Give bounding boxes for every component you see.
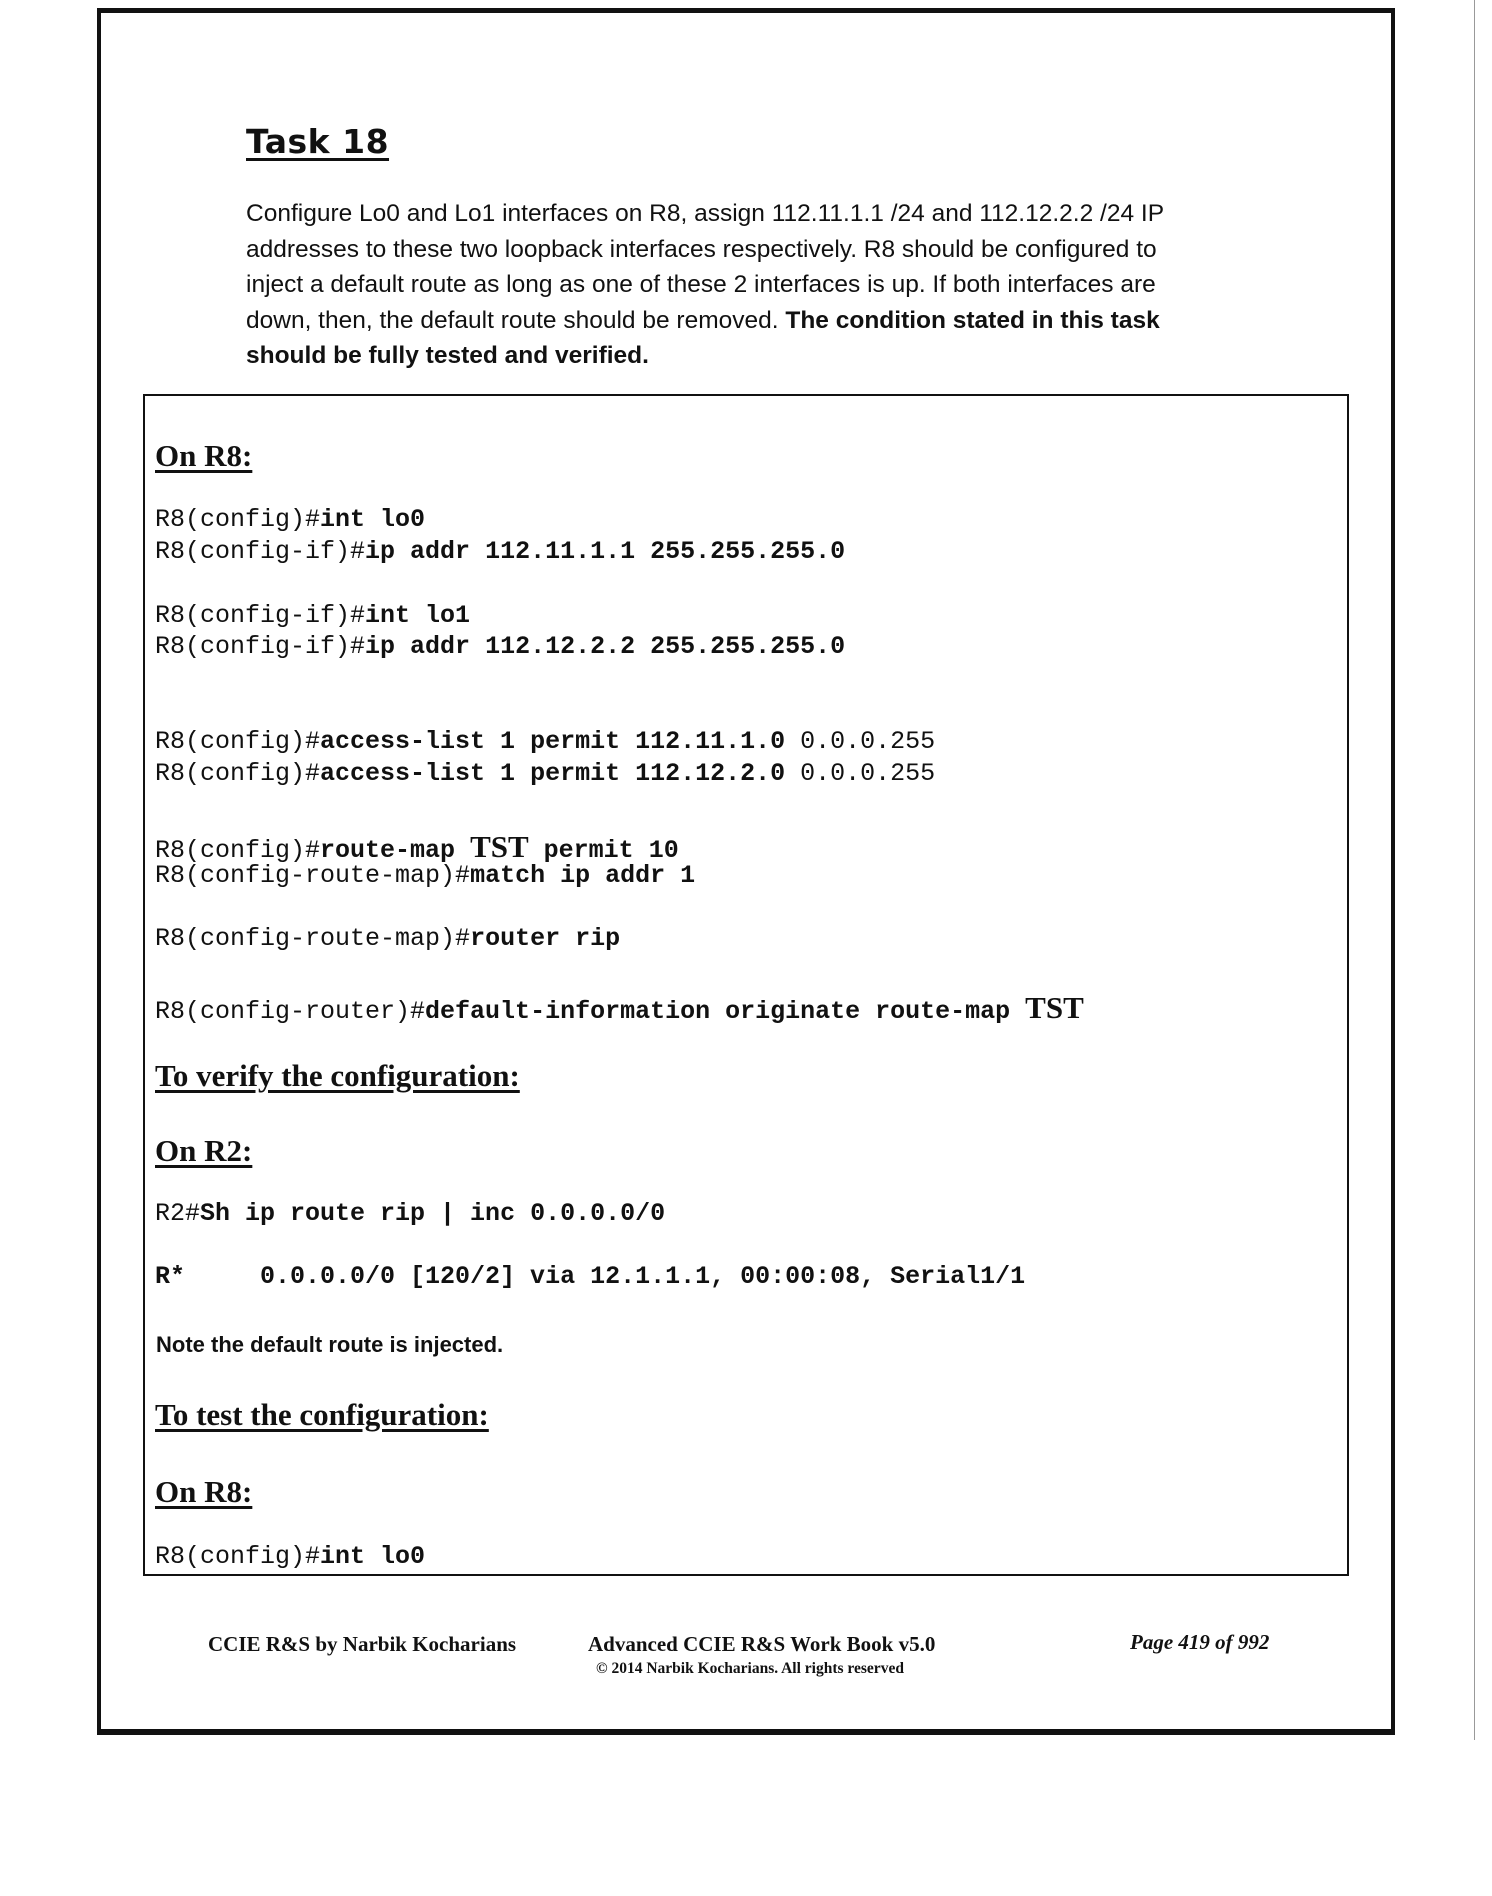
heading-on-r8: On R8: <box>155 438 253 473</box>
r2-command-line <box>155 1199 665 1228</box>
prompt: R8(config-route-map)# <box>155 924 471 953</box>
command: access-list 1 permit 112.11.1.0 <box>320 727 786 756</box>
prompt: R8(config-if)# <box>155 632 366 661</box>
command: int lo1 <box>365 601 471 630</box>
heading-test: To test the configuration: <box>155 1397 489 1432</box>
route-map-name: TST <box>470 829 529 864</box>
command: int lo0 <box>320 1542 426 1571</box>
prompt: R8(config)# <box>155 727 321 756</box>
r2-output-line <box>155 1262 1025 1291</box>
heading-on-r2: On R2: <box>155 1133 253 1168</box>
prompt: R8(config)# <box>155 759 321 788</box>
code-line <box>155 861 695 890</box>
scan-edge-line <box>1474 0 1475 1740</box>
command: match ip addr 1 <box>470 861 696 890</box>
code-line <box>155 759 935 788</box>
task-description <box>246 196 1216 374</box>
prompt: R8(config-if)# <box>155 601 366 630</box>
prompt: R2# <box>155 1199 201 1228</box>
code-line <box>155 990 1084 1026</box>
command: Sh ip route rip | inc 0.0.0.0/0 <box>200 1199 666 1228</box>
footer-copyright: © 2014 Narbik Kocharians. All rights reserved <box>596 1660 904 1677</box>
code-line <box>155 924 620 953</box>
command: default-information originate route-map <box>425 997 1026 1026</box>
code-line <box>155 505 425 534</box>
prompt: R8(config-if)# <box>155 537 366 566</box>
note-text: Note the default route is injected. <box>156 1332 504 1357</box>
prompt: R8(config-router)# <box>155 997 426 1026</box>
code-line <box>155 537 845 566</box>
command: route-map <box>320 836 471 865</box>
route-map-name: TST <box>1025 990 1084 1025</box>
command: permit 10 <box>528 836 679 865</box>
prompt: R8(config)# <box>155 505 321 534</box>
route-output: R* 0.0.0.0/0 [120/2] via 12.1.1.1, 00:00:08, Serial1/1 <box>155 1262 1026 1291</box>
heading-on-r8-test: On R8: <box>155 1474 253 1509</box>
footer-book-title: Advanced CCIE R&S Work Book v5.0 <box>588 1632 936 1656</box>
prompt: R8(config)# <box>155 1542 321 1571</box>
command: ip addr 112.12.2.2 255.255.255.0 <box>365 632 846 661</box>
code-line <box>155 632 845 661</box>
footer-page-number: Page 419 of 992 <box>1130 1630 1270 1654</box>
task-title: Task 18 <box>246 122 390 161</box>
prompt: R8(config-route-map)# <box>155 861 471 890</box>
footer-author: CCIE R&S by Narbik Kocharians <box>208 1632 517 1656</box>
command: int lo0 <box>320 505 426 534</box>
task-intro-bold: The condition stated in this task should be fully tested and verified. <box>246 306 1160 369</box>
prompt: R8(config)# <box>155 836 321 865</box>
task-intro-text: Configure Lo0 and Lo1 interfaces on R8, assign 112.11.1.1 /24 and 112.12.2.2 /24 IP addresses to these two loopback interfaces respectively. R8 should be configured to inject a default route as long as one of these 2 interfaces is up. If both interfaces are down, then, the default route should be removed. <box>246 200 1164 334</box>
wildcard: 0.0.0.255 <box>785 759 936 788</box>
heading-verify: To verify the configuration: <box>155 1058 520 1093</box>
command: ip addr 112.11.1.1 255.255.255.0 <box>365 537 846 566</box>
code-line <box>155 601 470 630</box>
command: access-list 1 permit 112.12.2.0 <box>320 759 786 788</box>
code-line <box>155 727 935 756</box>
test-command-line <box>155 1542 425 1571</box>
code-line <box>155 829 679 865</box>
command: router rip <box>470 924 621 953</box>
wildcard: 0.0.0.255 <box>785 727 936 756</box>
